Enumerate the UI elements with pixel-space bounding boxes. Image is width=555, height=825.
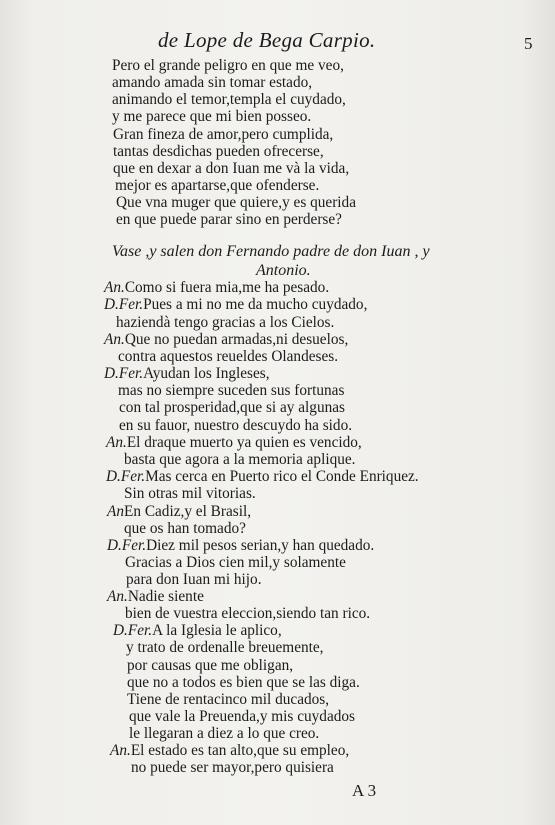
page-number: 5 — [524, 34, 533, 53]
verse-line — [106, 434, 362, 451]
line-text: Como si fuera mia,me ha pesado. — [124, 279, 330, 296]
verse-line — [107, 588, 204, 605]
line-text: A la Iglesia le aplico, — [152, 622, 282, 639]
line-text: En Cadiz,y el Brasil, — [124, 503, 252, 520]
speaker-label: D.Fer. — [113, 622, 153, 639]
speaker-label: D.Fer. — [104, 365, 144, 382]
line-text: Vase ,y salen don Fernando padre de don Iuan , y — [112, 243, 430, 260]
line-text: haziendà tengo gracias a los Cielos. — [116, 314, 335, 331]
speaker-label: An. — [110, 742, 131, 759]
speaker-label: An. — [104, 279, 125, 296]
line-text: animando el temor,templa el cuydado, — [112, 91, 346, 108]
verse-line — [112, 74, 312, 91]
verse-line — [124, 485, 256, 502]
verse-line — [116, 314, 334, 331]
verse-line — [127, 657, 293, 674]
verse-line — [107, 503, 251, 520]
line-text: El estado es tan alto,que su empleo, — [130, 742, 350, 759]
verse-line — [104, 296, 367, 313]
verse-line — [106, 468, 419, 485]
line-text: amando amada sin tomar estado, — [112, 74, 313, 91]
verse-line — [129, 725, 319, 742]
line-text: Pues a mi no me da mucho cuydado, — [143, 296, 368, 313]
line-text: Ayudan los Ingleses, — [143, 365, 270, 382]
verse-line — [104, 365, 270, 382]
verse-line — [107, 537, 374, 554]
verse-line — [104, 279, 329, 296]
verse-line — [131, 759, 334, 776]
line-text: contra aquestos reueldes Olandeses. — [118, 348, 339, 365]
verse-line — [116, 194, 356, 211]
speaker-label: An — [107, 503, 124, 520]
line-text: Tiene de rentacinco mil ducados, — [127, 691, 330, 708]
line-text: con tal prosperidad,que si ay algunas — [119, 399, 345, 416]
verse-line — [119, 399, 345, 416]
verse-line — [129, 708, 355, 725]
stage-direction-line — [256, 262, 311, 279]
speaker-label: D.Fer. — [106, 468, 146, 485]
line-text: El draque muerto ya quien es vencido, — [126, 434, 362, 451]
line-text: Mas cerca en Puerto rico el Conde Enriquez. — [145, 468, 419, 485]
verse-line — [116, 211, 342, 228]
line-text: no puede ser mayor,pero quisiera — [131, 759, 334, 776]
running-title: de Lope de Bega Carpio. — [158, 28, 376, 52]
verse-line — [113, 160, 349, 177]
line-text: Que vna muger que quiere,y es querida — [116, 194, 356, 211]
line-text: Gracias a Dios cien mil,y solamente — [125, 554, 346, 571]
line-text: mejor es apartarse,que ofenderse. — [115, 177, 320, 194]
verse-line — [127, 691, 329, 708]
line-text: que no a todos es bien que se las diga. — [127, 674, 360, 691]
verse-line — [113, 622, 282, 639]
verse-line — [124, 451, 355, 468]
line-text: en que puede parar sino en perderse? — [116, 211, 342, 228]
line-text: y trato de ordenalle breuemente, — [126, 639, 324, 656]
verse-line — [118, 382, 344, 399]
line-text: que en dexar a don Iuan me và la vida, — [113, 160, 350, 177]
line-text: bien de vuestra eleccion,siendo tan rico. — [125, 605, 371, 622]
line-text: Pero el grande peligro en que me veo, — [112, 57, 344, 74]
line-text: basta que agora a la memoria aplique. — [124, 451, 356, 468]
line-text: en su fauor, nuestro descuydo ha sido. — [119, 417, 353, 434]
verse-line — [104, 331, 348, 348]
line-text: por causas que me obligan, — [127, 657, 294, 674]
line-text: que os han tomado? — [124, 520, 246, 537]
line-text: y me parece que mi bien posseo. — [112, 108, 312, 125]
line-text: Sin otras mil vitorias. — [124, 485, 256, 502]
stage-direction-line — [112, 243, 430, 260]
page-header — [0, 28, 555, 58]
verse-line — [112, 91, 346, 108]
line-text: Antonio. — [256, 262, 311, 279]
verse-line — [112, 57, 344, 74]
speaker-label: An. — [104, 331, 125, 348]
line-text: Diez mil pesos serian,y han quedado. — [146, 537, 375, 554]
speaker-label: An. — [106, 434, 127, 451]
verse-line — [115, 177, 319, 194]
line-text: tantas desdichas pueden ofrecerse, — [113, 143, 324, 160]
verse-line — [119, 417, 352, 434]
speaker-label: An. — [107, 588, 128, 605]
verse-line — [126, 639, 324, 656]
line-text: Que no puedan armadas,ni desuelos, — [124, 331, 349, 348]
verse-line — [126, 571, 262, 588]
verse-line — [118, 348, 338, 365]
verse-line — [110, 742, 349, 759]
line-text: le llegaran a diez a lo que creo. — [129, 725, 320, 742]
verse-line — [112, 108, 311, 125]
line-text: que vale la Preuenda,y mis cuydados — [129, 708, 355, 725]
line-text: Nadie siente — [127, 588, 204, 605]
verse-line — [125, 554, 346, 571]
line-text: para don Iuan mi hijo. — [126, 571, 262, 588]
verse-line — [113, 126, 333, 143]
signature-mark: A 3 — [352, 781, 377, 800]
speaker-label: D.Fer. — [107, 537, 147, 554]
speaker-label: D.Fer. — [104, 296, 144, 313]
line-text: mas no siempre suceden sus fortunas — [118, 382, 345, 399]
verse-line — [125, 605, 370, 622]
verse-line — [127, 674, 360, 691]
line-text: Gran fineza de amor,pero cumplida, — [113, 126, 334, 143]
verse-line — [124, 520, 246, 537]
verse-line — [113, 143, 324, 160]
